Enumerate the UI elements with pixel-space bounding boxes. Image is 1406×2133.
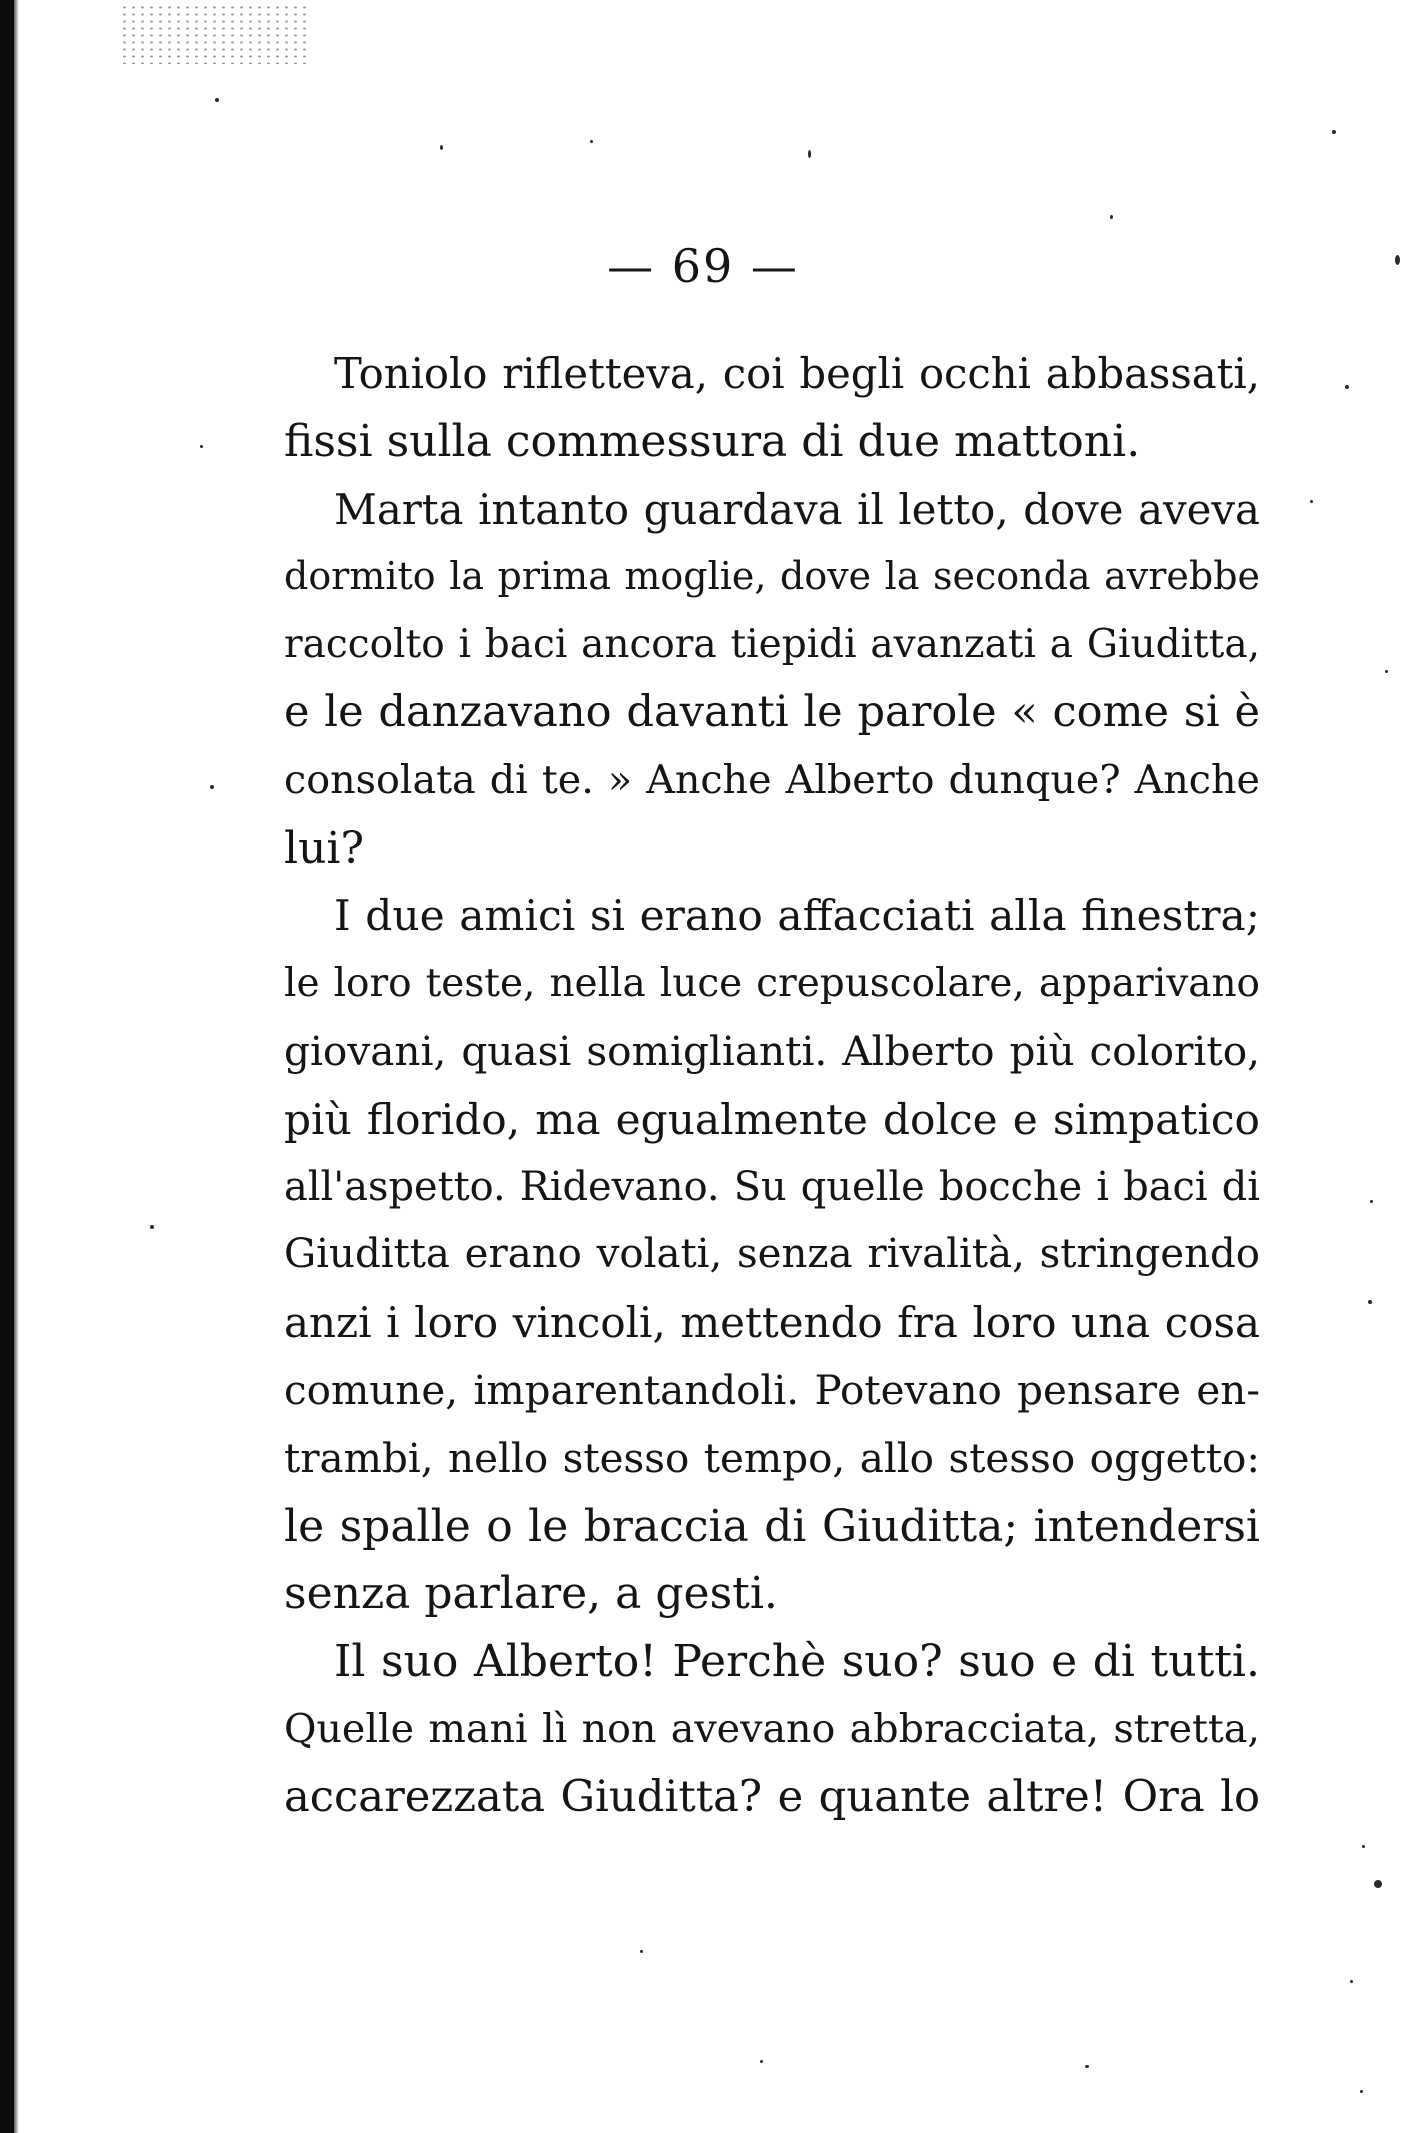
text-line: I due amici si erano affacciati alla finestra; bbox=[334, 891, 1260, 941]
text-line: fissi sulla commessura di due mattoni. bbox=[284, 415, 1141, 467]
text-line: Marta intanto guardava il letto, dove aveva bbox=[334, 484, 1260, 534]
text-line: accarezzata Giuditta? e quante altre! Ora lo bbox=[284, 1771, 1260, 1822]
text-line: Giuditta erano volati, senza rivalità, stringendo bbox=[284, 1231, 1260, 1278]
text-line: le spalle o le braccia di Giuditta; intendersi bbox=[284, 1500, 1260, 1552]
text-line: le loro teste, nella luce crepuscolare, apparivano bbox=[284, 961, 1260, 1007]
text-line: lui? bbox=[284, 822, 365, 874]
page-number: — 69 — bbox=[607, 239, 799, 293]
scan-smudge bbox=[120, 4, 310, 64]
paragraph-3 bbox=[284, 882, 1260, 1628]
page-binding-shadow bbox=[14, 0, 19, 2133]
text-line: più florido, ma egualmente dolce e simpatico bbox=[284, 1094, 1260, 1144]
paragraph-4 bbox=[284, 1628, 1260, 1831]
text-line: Quelle mani lì non avevano abbracciata, stretta, bbox=[284, 1705, 1260, 1752]
text-line: Il suo Alberto! Perchè suo? suo e di tutti. bbox=[334, 1636, 1260, 1688]
paragraph-2 bbox=[284, 476, 1260, 883]
text-line: trambi, nello stesso tempo, allo stesso oggetto: bbox=[284, 1433, 1260, 1482]
page-binding-edge bbox=[0, 0, 14, 2133]
body-text bbox=[284, 340, 1260, 1832]
text-line: all'aspetto. Ridevano. Su quelle bocche i baci di bbox=[284, 1163, 1260, 1210]
text-line: anzi i loro vincoli, mettendo fra loro una cosa bbox=[284, 1298, 1260, 1348]
paragraph-1 bbox=[284, 340, 1260, 476]
text-line: senza parlare, a gesti. bbox=[284, 1568, 778, 1620]
text-line: comune, imparentandoli. Potevano pensare en- bbox=[284, 1365, 1260, 1414]
text-line: consolata di te. » Anche Alberto dunque? Anche bbox=[284, 756, 1260, 803]
text-line: Toniolo rifletteva, coi begli occhi abbassati, bbox=[334, 349, 1260, 398]
text-line: e le danzavano davanti le parole « come si è bbox=[284, 686, 1260, 737]
text-line: raccolto i baci ancora tiepidi avanzati a Giuditta, bbox=[284, 622, 1260, 668]
text-line: dormito la prima moglie, dove la seconda avrebbe bbox=[284, 554, 1260, 599]
text-line: giovani, quasi somiglianti. Alberto più colorito, bbox=[284, 1026, 1260, 1075]
